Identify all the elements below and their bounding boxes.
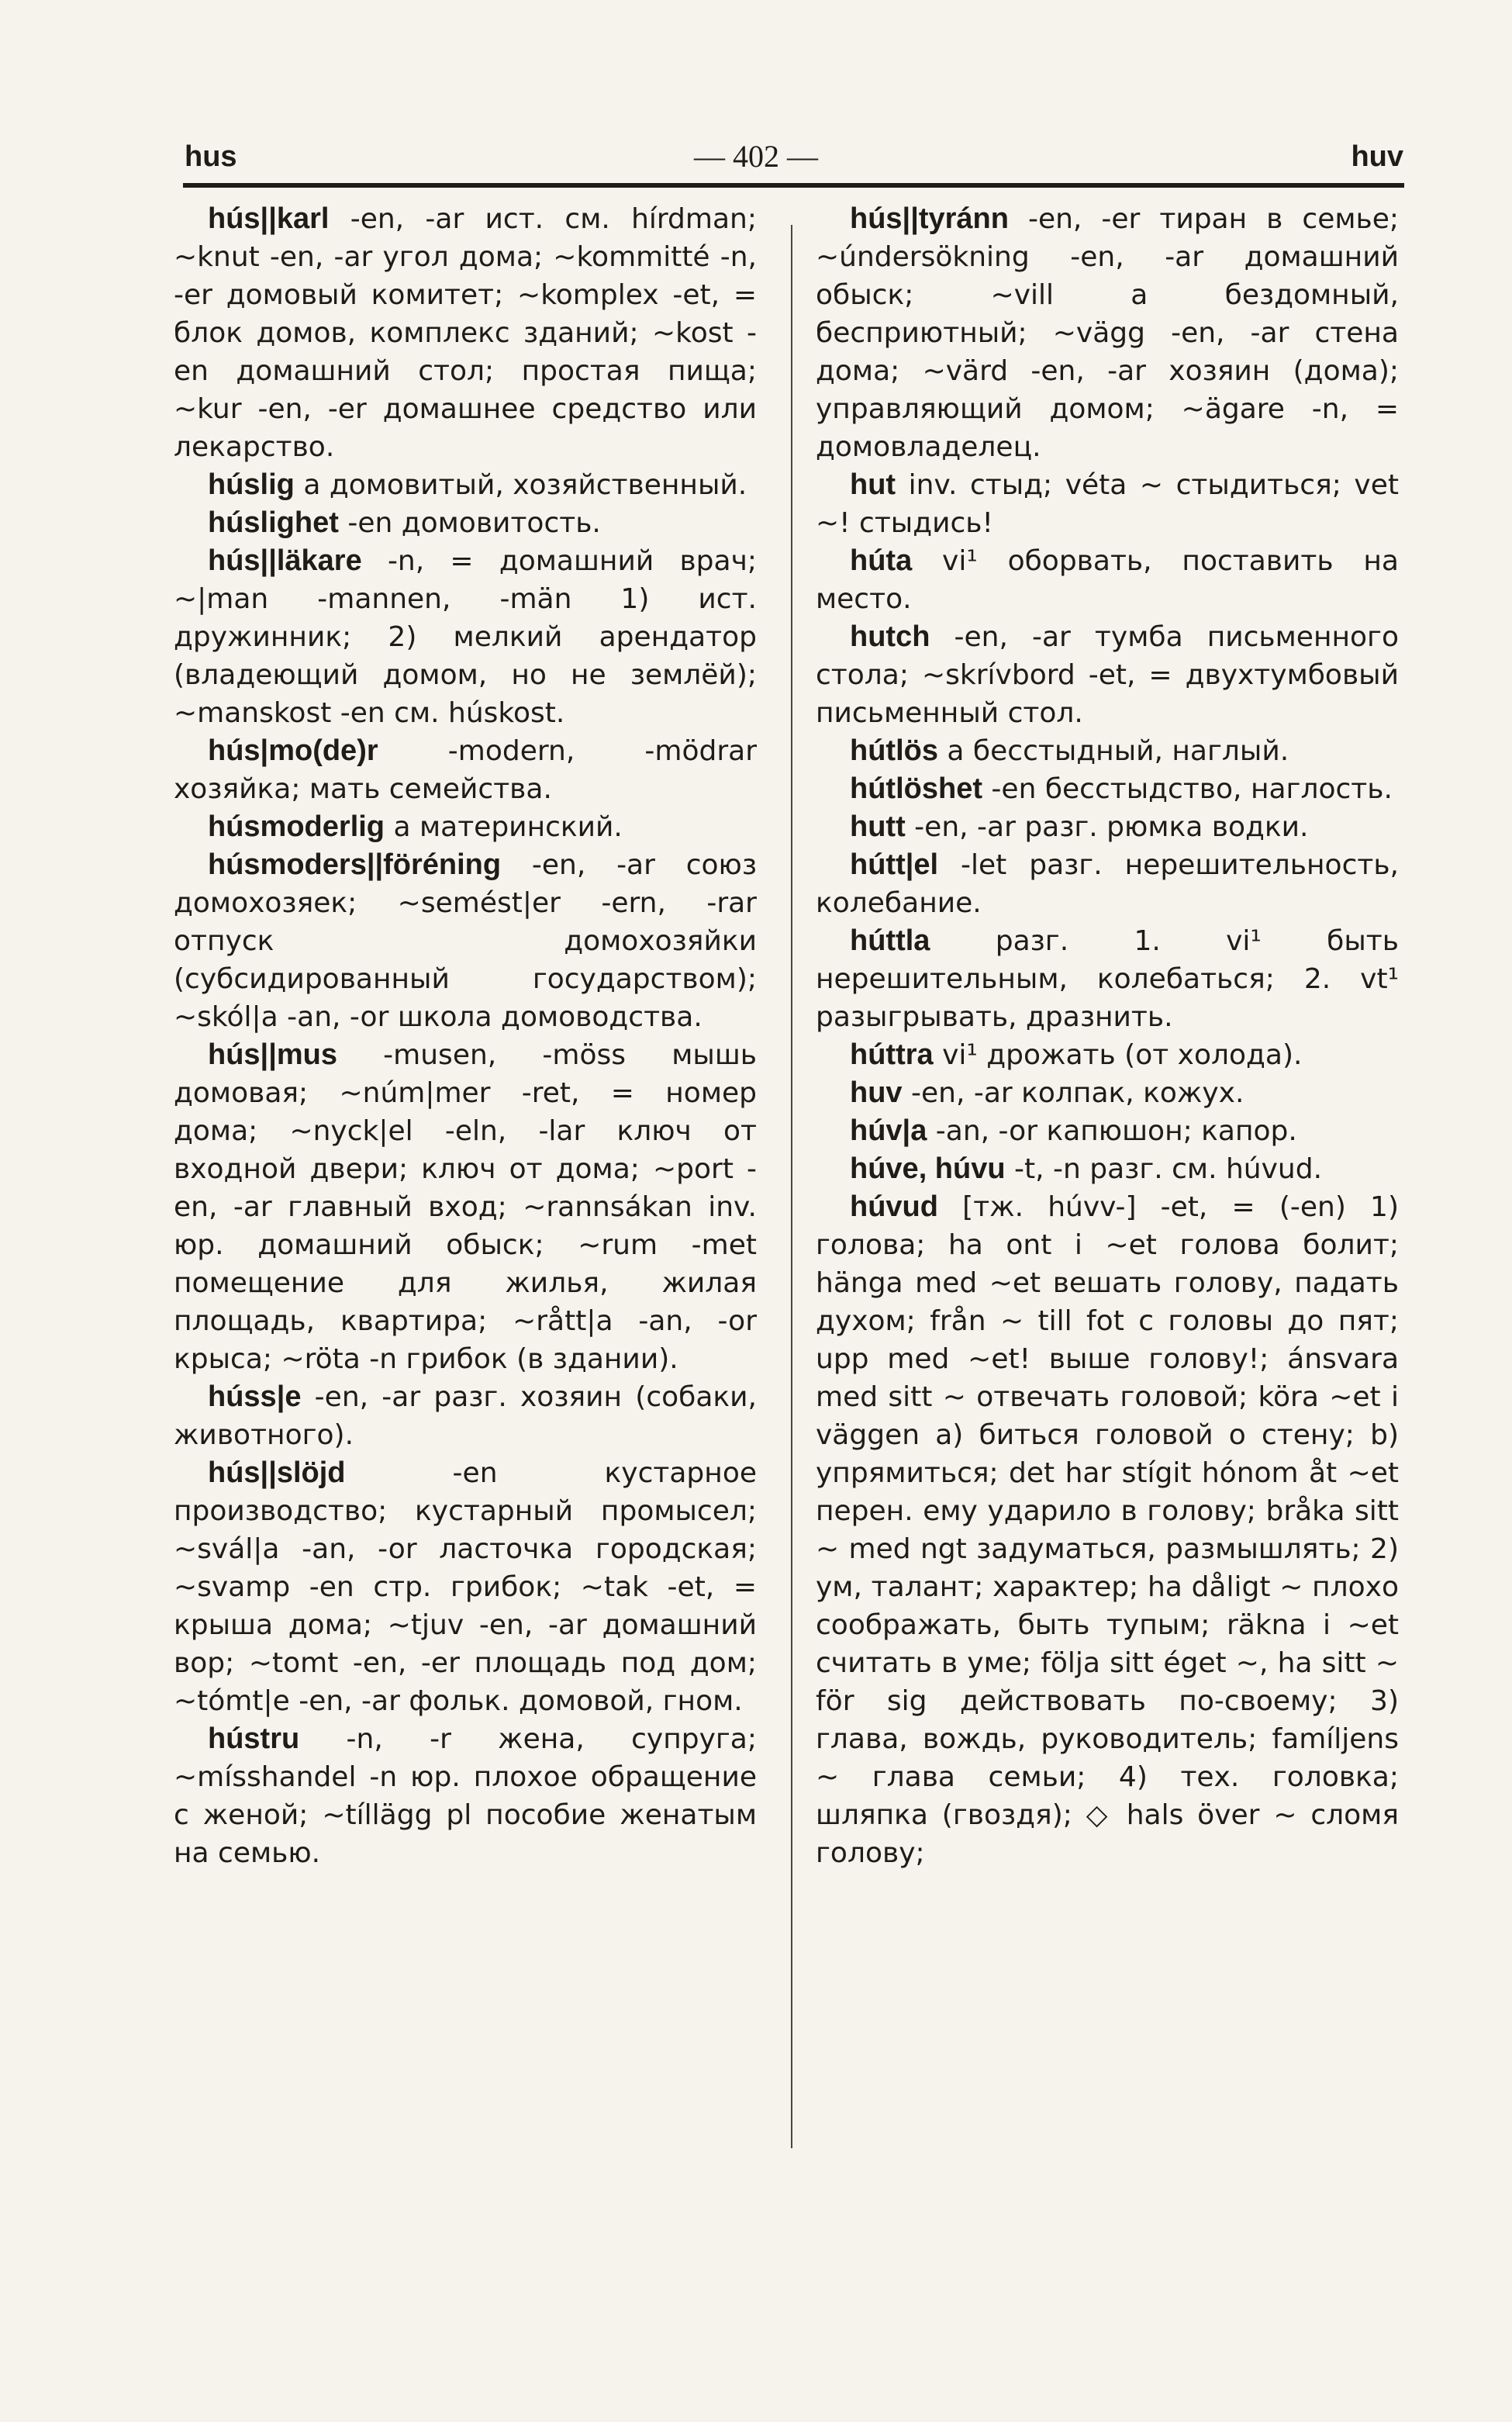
headword: hús||tyránn — [850, 202, 1009, 235]
entry-definition: -en, -ar тумба письменного стола; ~skrívbord -et, = двухтумбовый письменный стол. — [816, 621, 1399, 729]
dictionary-entry — [816, 1074, 1399, 1112]
entry-definition: -n, = домашний врач; ~|man -mannen, -män 1) ист. дружинник; 2) мелкий арендатор (владеющий домом, но не землёй); ~manskost -en см. húskost. — [174, 545, 757, 729]
entry-definition: -n, -r жена, супруга; ~mísshandel -n юр. плохое обращение с женой; ~tíllägg pl пособие женатым на семью. — [174, 1723, 757, 1869]
dictionary-entry — [816, 618, 1399, 732]
entry-definition: -an, -or капюшон; капор. — [927, 1115, 1297, 1147]
headword: húslighet — [208, 506, 339, 539]
dictionary-entry — [816, 808, 1399, 846]
dictionary-entry — [174, 1036, 757, 1378]
headword: húsmoders||föréning — [208, 848, 502, 881]
headword: hútlös — [850, 734, 938, 767]
dictionary-entry — [816, 1188, 1399, 1872]
right-column — [816, 200, 1399, 2294]
entry-definition: -en, -ar колпак, кожух. — [902, 1077, 1244, 1109]
dictionary-entry — [816, 1036, 1399, 1074]
headword: hútlöshet — [850, 772, 982, 805]
headword: hús||karl — [208, 202, 330, 235]
headword: húve, húvu — [850, 1152, 1006, 1185]
entry-definition: -t, -n разг. см. húvud. — [1005, 1153, 1323, 1185]
entry-definition: a бесстыдный, наглый. — [937, 735, 1289, 767]
entry-definition: -en, -ar разг. рюмка водки. — [905, 811, 1309, 843]
entry-definition: a материнский. — [385, 811, 623, 843]
dictionary-entry — [174, 846, 757, 1036]
entry-definition: vi¹ оборвать, поставить на место. — [816, 545, 1399, 615]
column-divider — [791, 225, 792, 2148]
headword: hutch — [850, 620, 930, 653]
entry-definition: -en домовитость. — [338, 507, 601, 539]
headword: húttla — [850, 924, 930, 957]
entry-definition: -en, -er тиран в семье; ~úndersökning -en, -ar домашний обыск; ~vill a бездомный, бесприютный; ~vägg -en, -ar стена дома; ~värd -en, -ar хозяин (дома); управляющий домом; ~ägare -n, = домовладелец. — [816, 203, 1399, 463]
headword: húttra — [850, 1038, 934, 1071]
dictionary-entry — [816, 846, 1399, 922]
entry-definition: -let разг. нерешительность, колебание. — [816, 849, 1399, 919]
entry-definition: inv. стыд; véta ~ стыдиться; vet ~! стыдись! — [816, 469, 1399, 539]
dictionary-entry — [816, 732, 1399, 770]
dictionary-entry — [174, 466, 757, 504]
dictionary-entry — [816, 770, 1399, 808]
dictionary-entry — [174, 808, 757, 846]
entry-definition: -musen, -möss мышь домовая; ~núm|mer -ret, = номер дома; ~nyck|el -eln, -lar ключ от входной двери; ключ от дома; ~port -en, -ar главный вход; ~rannsákan inv. юр. домашний обыск; ~rum -met помещение для жилья, жилая площадь, квартира; ~rått|a -an, -or крыса; ~röta -n грибок (в здании). — [174, 1039, 757, 1375]
entry-definition: vi¹ дрожать (от холода). — [933, 1039, 1303, 1071]
headword: hútt|el — [850, 848, 939, 881]
dictionary-entry — [816, 542, 1399, 618]
dictionary-entry — [174, 1378, 757, 1454]
dictionary-entry — [174, 1454, 757, 1720]
headword: hús||slöjd — [208, 1456, 346, 1489]
dictionary-entry — [174, 732, 757, 808]
headword: hús|mo(de)r — [208, 734, 378, 767]
headword: hústru — [208, 1722, 300, 1755]
headword: húvud — [850, 1190, 938, 1223]
entry-definition: a домовитый, хозяйственный. — [294, 469, 747, 501]
entry-definition: -en, -ar союз домохозяек; ~semést|er -ern, -rar отпуск домохозяйки (субсидированный государством); ~skól|a -an, -or школа домоводства. — [174, 849, 757, 1033]
header-rule — [183, 183, 1404, 188]
running-head-right: huv — [1351, 140, 1403, 173]
running-head-left: hus — [185, 140, 237, 173]
entry-definition: -modern, -mödrar хозяйка; мать семейства. — [174, 735, 757, 805]
headword: hús||läkare — [208, 544, 362, 577]
dictionary-entry — [816, 466, 1399, 542]
headword: húv|a — [850, 1114, 927, 1147]
dictionary-entry — [174, 542, 757, 732]
entry-definition: разг. 1. vi¹ быть нерешительным, колебаться; 2. vt¹ разыгрывать, дразнить. — [816, 925, 1399, 1033]
entry-definition: [тж. húvv-] -et, = (-en) 1) голова; ha ont i ~et голова болит; hänga med ~et вешать голову, падать духом; från ~ till fot с головы до пят; upp med ~et! выше голову!; ánsvara med sitt ~ отвечать головой; köra ~et i väggen a) биться головой о стену; b) упрямиться; det har stígit hónom åt ~et перен. ему ударило в голову; bråka sitt ~ med ngt задуматься, размышлять; 2) ум, талант; характер; ha dåligt ~ плохо соображать, быть тупым; räkna i ~et считать в уме; följa sitt éget ~, ha sitt ~ för sig действовать по-своему; 3) глава, вождь, руководитель; famíljens ~ глава семьи; 4) тех. головка; шляпка (гвоздя); ◇ hals över ~ сломя голову; — [816, 1191, 1399, 1869]
headword: húsmoderlig — [208, 810, 385, 843]
dictionary-entry — [816, 200, 1399, 466]
dictionary-entry — [816, 1150, 1399, 1188]
dictionary-entry — [174, 504, 757, 542]
dictionary-entry — [816, 1112, 1399, 1150]
headword: hutt — [850, 810, 906, 843]
entry-definition: -en бесстыдство, наглость. — [982, 773, 1393, 805]
headword: húslig — [208, 468, 295, 501]
headword: hús||mus — [208, 1038, 337, 1071]
headword: húss|e — [208, 1380, 302, 1413]
headword: húta — [850, 544, 913, 577]
page-number: — 402 — — [694, 139, 818, 174]
entry-definition: -en, -ar разг. хозяин (собаки, животного). — [174, 1381, 757, 1451]
dictionary-entry — [174, 200, 757, 466]
headword: huv — [850, 1076, 903, 1109]
dictionary-entry — [174, 1720, 757, 1872]
entry-definition: -en, -ar ист. см. hírdman; ~knut -en, -ar угол дома; ~kommitté -n, -er домовый комитет; ~komplex -et, = блок домов, комплекс зданий; ~kost -en домашний стол; простая пища; ~kur -en, -er домашнее средство или лекарство. — [174, 203, 757, 463]
dictionary-entry — [816, 922, 1399, 1036]
headword: hut — [850, 468, 896, 501]
left-column — [174, 200, 757, 2294]
entry-definition: -en кустарное производство; кустарный промысел; ~svál|a -an, -or ласточка городская; ~svamp -en стр. грибок; ~tak -et, = крыша дома; ~tjuv -en, -ar домашний вор; ~tomt -en, -er площадь под дом; ~tómt|e -en, -ar фольк. домовой, гном. — [174, 1457, 757, 1717]
